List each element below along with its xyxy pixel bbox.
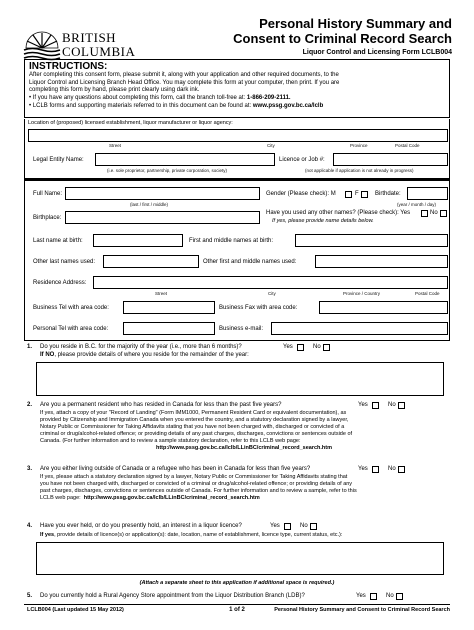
personal-tel-label: Personal Tel with area code:: [33, 326, 109, 332]
attach-sheet-note: (Attach a separate sheet to this application if additional space is required.): [139, 580, 335, 586]
q1-yes-checkbox[interactable]: [297, 344, 304, 351]
first-middle-birth-field[interactable]: [295, 234, 448, 247]
location-caption-city: City: [267, 143, 275, 148]
location-caption-street: Street: [109, 143, 122, 148]
q3-number: 3.: [27, 466, 33, 472]
q3-no-label: No: [388, 466, 396, 472]
q4-text: Have you ever held, or do you presently hold, an interest in a liquor licence?: [40, 523, 242, 529]
instructions-line4-text: • If you have any questions about completing this form, call the branch toll-free at:: [29, 95, 247, 101]
licence-job-caption: (not applicable if application is not already in progress): [305, 168, 414, 173]
q3-no-checkbox[interactable]: [398, 466, 405, 473]
q2-number: 2.: [27, 402, 33, 408]
instructions-line5-text: • LCLB forms and supporting materials referred to in this document can be found at:: [29, 103, 253, 109]
q1-subtext: [40, 352, 249, 360]
lclb-website-link[interactable]: www.pssg.gov.bc.ca/lclb: [252, 103, 324, 109]
logo-line1: BRITISH: [62, 30, 117, 45]
birthdate-label: Birthdate:: [375, 191, 401, 197]
legal-entity-label: Legal Entity Name:: [33, 157, 84, 163]
q5-no-checkbox[interactable]: [396, 593, 403, 600]
q5-number: 5.: [27, 593, 33, 599]
business-tel-label: Business Tel with area code:: [33, 305, 109, 311]
first-middle-birth-label: First and middle names at birth:: [189, 238, 274, 244]
birthplace-label: Birthplace:: [33, 215, 62, 221]
q2-text: Are you a permanent resident who has resided in Canada for less than the past five years?: [40, 402, 282, 408]
birthdate-caption: (year / month / day): [397, 202, 437, 207]
q1-sub-bold: If NO: [40, 352, 55, 358]
birthdate-field[interactable]: [407, 187, 448, 200]
q2-line: Canada. (For further information and to review a sample statutory declaration, refer to this LCLB web page:: [40, 438, 301, 444]
other-first-names-field[interactable]: [315, 255, 448, 268]
q4-no-checkbox[interactable]: [310, 523, 317, 530]
q3-line: you have not been charged with, discharged or convicted of a criminal or drug/alcohol-related offence; or providing details of any: [40, 481, 353, 487]
q3-line: [40, 495, 448, 502]
q2-line: Notary Public or Commissioner for Taking Affidavits stating that you have not been charged with, discharged or convicted of a: [40, 424, 345, 430]
other-names-no-label: No: [430, 210, 438, 216]
form-title-line2: Consent to Criminal Record Search: [233, 31, 452, 46]
instructions-heading: INSTRUCTIONS:: [29, 61, 108, 72]
q4-no-label: No: [300, 523, 308, 529]
business-tel-field[interactable]: [123, 301, 215, 314]
instructions-line5: [29, 103, 323, 111]
q1-no-label: No: [313, 344, 321, 350]
q5-no-label: No: [386, 593, 394, 599]
q4-details-field[interactable]: [36, 542, 444, 575]
location-caption-province: Province: [350, 143, 368, 148]
residence-caption-postal: Postal Code: [415, 291, 440, 296]
location-address-field[interactable]: [28, 129, 448, 142]
q1-text: Do you reside in B.C. for the majority of the year (i.e., more than 6 months)?: [40, 344, 242, 350]
bc-logo: [22, 24, 134, 64]
personal-tel-field[interactable]: [123, 322, 215, 335]
location-label: Location of (proposed) licensed establishment, liquor manufacturer or liquor agency:: [28, 120, 233, 126]
q5-text: Do you currently hold a Rural Agency Store appointment from the Liquor Distribution Branch (LDB)?: [40, 593, 305, 599]
form-title-line1: Personal History Summary and: [259, 16, 452, 31]
other-names-note: If yes, please provide name details below.: [272, 218, 374, 224]
residence-caption-city: City: [268, 291, 276, 296]
business-email-label: Business e-mail:: [219, 326, 264, 332]
q4-number: 4.: [27, 523, 33, 529]
instructions-line3: completing this form by hand, please print clearly using dark ink.: [29, 87, 200, 93]
footer-rule: [24, 604, 450, 605]
footer-form-id: LCLB004 (Last updated 15 May 2012): [27, 607, 124, 613]
instructions-line1: After completing this consent form, please submit it, along with your application and other required documents, to the: [29, 72, 339, 78]
bc-logo-sun-icon: [22, 28, 62, 62]
footer-form-title: Personal History Summary and Consent to Criminal Record Search: [274, 607, 450, 613]
q1-sub-text: , please provide details of where you reside for the remainder of the year:: [54, 352, 249, 358]
q4-yes-checkbox[interactable]: [284, 523, 291, 530]
instructions-line4: [29, 95, 291, 103]
q3-url-link[interactable]: http://www.pssg.gov.bc.ca/lclb/LLinBC/criminal_record_search.htm: [83, 495, 260, 501]
gender-m-checkbox[interactable]: [345, 191, 352, 198]
business-fax-label: Business Fax with area code:: [219, 305, 298, 311]
q4-sub-text: , provide details of licence(s) or application(s): date, location, name of establishment, licence type, current status, etc.):: [54, 532, 343, 538]
q3-line-text: LCLB web page:: [40, 495, 81, 501]
q5-yes-checkbox[interactable]: [370, 593, 377, 600]
instructions-box: [24, 59, 450, 118]
q2-line: If yes, attach a copy of your "Record of Landing" (Form IMM1000, Permanent Resident Card or equivalent documentation), as: [40, 410, 347, 416]
other-first-names-label: Other first and middle names used:: [203, 259, 297, 265]
gender-f-checkbox[interactable]: [361, 191, 368, 198]
birthplace-field[interactable]: [65, 211, 260, 224]
q3-details: [40, 474, 448, 502]
q5-yes-label: Yes: [356, 593, 366, 599]
q1-no-checkbox[interactable]: [323, 344, 330, 351]
instructions-line2: Liquor Control and Licensing Branch Head Office. You may complete this form at your computer, then print. If you are: [29, 79, 340, 86]
q2-yes-checkbox[interactable]: [372, 402, 379, 409]
last-name-birth-label: Last name at birth:: [33, 238, 83, 244]
legal-entity-field[interactable]: [95, 153, 275, 166]
q2-no-label: No: [388, 402, 396, 408]
q2-line: criminal or drug/alcohol-related offence; or providing details of any past charges, discharges, convictions or sentences outside of: [40, 431, 353, 437]
other-last-names-label: Other last names used:: [33, 259, 96, 265]
residence-label: Residence Address:: [33, 280, 87, 286]
q3-yes-label: Yes: [358, 466, 368, 472]
business-fax-field[interactable]: [319, 301, 448, 314]
location-caption-postal: Postal Code: [395, 143, 420, 148]
q4-yes-label: Yes: [270, 523, 280, 529]
business-email-field[interactable]: [271, 322, 448, 335]
location-section: [24, 119, 450, 179]
full-name-caption: (last / first / middle): [130, 202, 169, 207]
licence-job-field[interactable]: [333, 153, 448, 166]
licence-job-label: Licence or Job #:: [279, 157, 325, 163]
q2-line: provided by Citizenship and Immigration Canada when you entered the country, and a statutory declaration signed by a lawyer,: [40, 417, 349, 423]
full-name-label: Full Name:: [33, 191, 63, 197]
q1-number: 1.: [27, 344, 33, 350]
q2-url-link[interactable]: http://www.pssg.gov.bc.ca/lclb/LLinBC/criminal_record_search.htm: [155, 445, 333, 451]
q4-sub-bold: If yes: [40, 532, 55, 538]
q3-text: Are you either living outside of Canada or a refugee who has been in Canada for less than five years?: [40, 466, 311, 472]
q1-yes-label: Yes: [283, 344, 293, 350]
logo-line2: COLUMBIA: [62, 44, 136, 59]
q2-no-checkbox[interactable]: [398, 402, 405, 409]
q1-details-field[interactable]: [36, 362, 444, 396]
q3-line: If yes, please attach a statutory declaration signed by a lawyer, Notary Public or Commissioner for Taking Affidavits stating that: [40, 474, 348, 480]
legal-entity-caption: (i.e. sole proprietor, partnership, private corporation, society): [107, 168, 228, 173]
personal-section: [24, 179, 450, 341]
other-names-yes-checkbox[interactable]: [421, 210, 428, 217]
residence-caption-street: Street: [155, 291, 168, 296]
footer-page-number: 1 of 2: [229, 607, 245, 613]
gender-f-label: F: [355, 191, 359, 197]
last-name-birth-field[interactable]: [93, 234, 183, 247]
q2-details: [40, 410, 448, 452]
other-last-names-field[interactable]: [103, 255, 199, 268]
gender-label: Gender (Please check): M: [266, 191, 336, 197]
form-subtitle: Liquor Control and Licensing Form LCLB004: [302, 49, 452, 56]
residence-caption-province: Province / Country: [343, 291, 381, 296]
q3-line: past charges, discharges, convictions or sentences outside of Canada. For further information and to review a sample, refer to this: [40, 488, 357, 494]
residence-address-field[interactable]: [93, 276, 448, 289]
q4-subtext: [40, 532, 342, 539]
full-name-field[interactable]: [65, 187, 260, 200]
other-names-question: Have you used any other names? (Please check): Yes: [266, 210, 411, 216]
q2-yes-label: Yes: [358, 402, 368, 408]
q3-yes-checkbox[interactable]: [372, 466, 379, 473]
other-names-no-checkbox[interactable]: [440, 210, 447, 217]
toll-free-phone: 1-866-209-2111.: [246, 95, 291, 101]
